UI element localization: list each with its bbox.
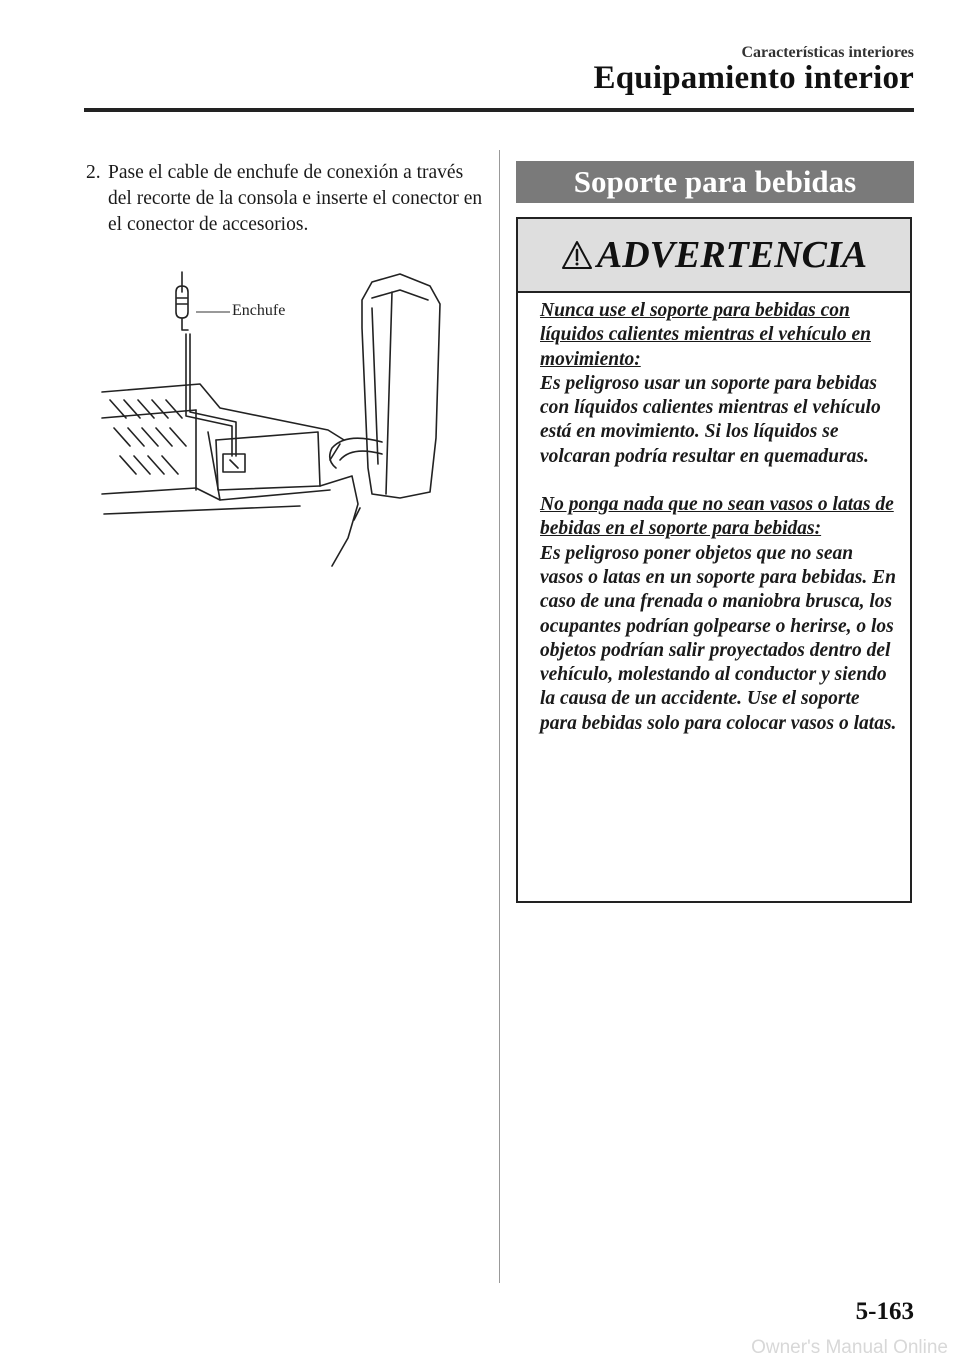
console-plug-illustration <box>100 268 480 568</box>
paragraph-spacer <box>540 469 900 493</box>
warning-box <box>516 217 912 903</box>
footer-watermark: Owner's Manual Online <box>751 1337 948 1358</box>
warning-title: ADVERTENCIA <box>596 234 868 276</box>
header-rule <box>84 108 914 112</box>
warning-text-hot-liquids: Es peligroso usar un soporte para bebidas con líquidos calientes mientras el vehículo está en movimiento. Si los líquidos se volcaran podría resultar en quemaduras. <box>540 372 881 467</box>
warning-header <box>518 219 910 293</box>
warning-text-objects: Es peligroso poner objetos que no sean vasos o latas en un soporte para bebidas. En caso de una frenada o maniobra brusca, los ocupantes podrían golpearse o herirse, o los objetos podrían salir proyectados dentro del vehículo, molestando al conductor y siendo la causa de un accidente. Use el soporte para bebidas solo para colocar vasos o latas. <box>540 542 897 734</box>
warning-triangle-icon <box>561 240 593 270</box>
step-text: Pase el cable de enchufe de conexión a través del recorte de la consola e inserte el conector en el conector de accesorios. <box>108 162 483 235</box>
column-divider <box>499 150 500 1283</box>
header-section-label: Características interiores <box>741 44 914 61</box>
instruction-step <box>86 160 486 238</box>
warning-heading-objects: No ponga nada que no sean vasos o latas de bebidas en el soporte para bebidas: <box>540 494 894 540</box>
step-number: 2. <box>86 162 101 183</box>
figure-label-plug: Enchufe <box>232 302 286 319</box>
page-number: 5-163 <box>855 1298 914 1325</box>
header-chapter-title: Equipamiento interior <box>593 60 914 96</box>
section-banner: Soporte para bebidas <box>516 161 914 203</box>
warning-body <box>518 293 910 736</box>
warning-heading-hot-liquids: Nunca use el soporte para bebidas con líquidos calientes mientras el vehículo en movimiento: <box>540 300 871 370</box>
